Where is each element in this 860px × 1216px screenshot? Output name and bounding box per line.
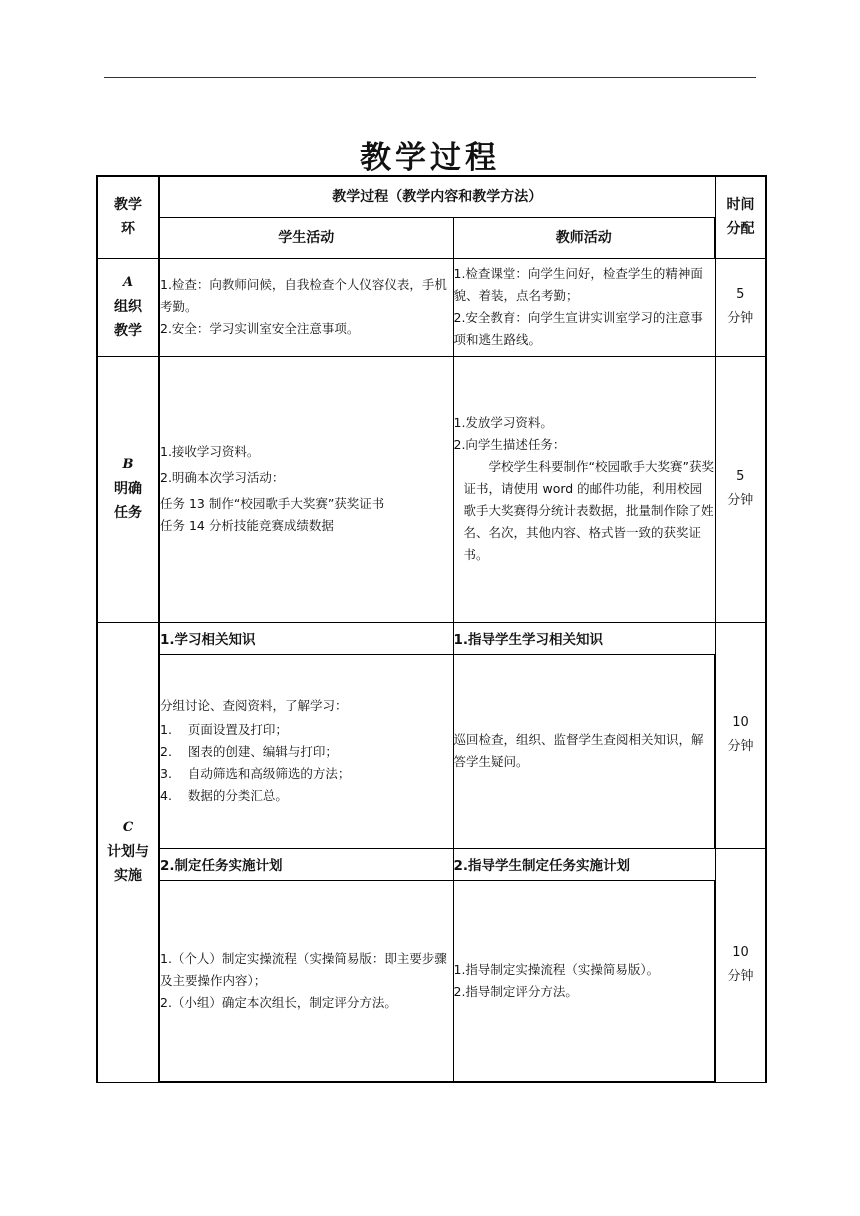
teacher-line: 巡回检查，组织、监督学生查阅相关知识，解答学生疑问。 [453,732,704,769]
student-line: 2.明确本次学习活动： [160,470,285,485]
student-line: 4. 数据的分类汇总。 [160,788,288,803]
stage-b [97,356,159,622]
time-a [715,258,766,356]
time-unit: 分钟 [727,493,754,508]
student-line: 1.（个人）制定实操流程（实操简易版：即主要步骤及主要操作内容）； [160,950,447,988]
student-line: 分组讨论、查阅资料，了解学习： [160,698,348,713]
time-value: 5 [736,287,745,302]
stage-c [97,622,159,1082]
header-process: 教学过程（教学内容和教学方法） [159,176,715,217]
teacher-activity-a [453,258,715,356]
stage-a [97,258,159,356]
student-subheading-1: 1.学习相关知识 [159,622,453,654]
teacher-line: 2.向学生描述任务： [453,437,566,452]
teacher-activity-b [453,356,715,622]
page-header-rule [104,77,756,78]
student-line: 1.接收学习资料。 [160,444,260,459]
teacher-line: 2.安全教育：向学生宣讲实训室学习的注意事项和逃生路线。 [453,310,703,347]
time-value: 10 [732,715,749,730]
teaching-process-table [96,175,767,1083]
stage-letter: A [122,275,134,290]
time-c1 [715,622,766,848]
teacher-line: 学校学生科要制作“校园歌手大奖赛”获奖证书，请使用 word 的邮件功能，利用校园歌手大奖赛得分统计表数据，批量制作除了姓名、名次，其他内容、格式皆一致的获奖证书。 [463,459,714,562]
teacher-line: 1.发放学习资料。 [453,415,553,430]
student-line: 2. 图表的创建、编辑与打印； [160,744,338,759]
student-line: 任务 13 制作“校园歌手大奖赛”获奖证书 [160,496,385,511]
stage-letter: B [122,457,134,472]
stage-name: 明确任务 [114,481,142,521]
header-time-label: 时间分配 [726,197,755,238]
teacher-activity-c2 [453,880,715,1082]
student-line: 1.检查：向教师问候，自我检查个人仪容仪表，手机考勤。 [160,277,447,314]
time-value: 5 [736,469,745,484]
teacher-subheading-2: 2.指导学生制定任务实施计划 [453,848,715,880]
time-unit: 分钟 [727,969,754,984]
header-time [715,176,766,258]
stage-name: 组织教学 [114,299,142,339]
time-c2 [715,848,766,1082]
teacher-subheading-1: 1.指导学生学习相关知识 [453,622,715,654]
student-activity-b [159,356,453,622]
stage-letter: C [122,820,134,835]
header-stage [97,176,159,258]
student-line: 3. 自动筛选和高级筛选的方法； [160,766,351,781]
stage-name: 计划与实施 [107,844,149,884]
student-subheading-2: 2.制定任务实施计划 [159,848,453,880]
student-line: 2.安全：学习实训室安全注意事项。 [160,321,360,336]
header-stage-label: 教学环 [114,197,142,238]
page-title: 教学过程 [360,140,500,176]
student-activity-a [159,258,453,356]
header-teacher: 教师活动 [453,217,715,258]
teacher-line: 1.检查课堂：向学生问好，检查学生的精神面貌、着装，点名考勤； [453,266,703,303]
header-student: 学生活动 [159,217,453,258]
teacher-line: 1.指导制定实操流程（实操简易版）。 [453,961,660,977]
time-b [715,356,766,622]
teacher-line: 2.指导制定评分方法。 [453,983,578,999]
student-line: 2.（小组）确定本次组长，制定评分方法。 [160,994,397,1010]
time-unit: 分钟 [727,739,754,754]
student-line: 任务 14 分析技能竞赛成绩数据 [160,518,334,533]
time-value: 10 [732,945,749,960]
table-row-b [97,356,766,622]
student-activity-c2 [159,880,453,1082]
teacher-activity-c1 [453,654,715,848]
time-unit: 分钟 [727,311,754,326]
table-row-a [97,258,766,356]
student-line: 1. 页面设置及打印； [160,722,288,737]
student-activity-c1 [159,654,453,848]
